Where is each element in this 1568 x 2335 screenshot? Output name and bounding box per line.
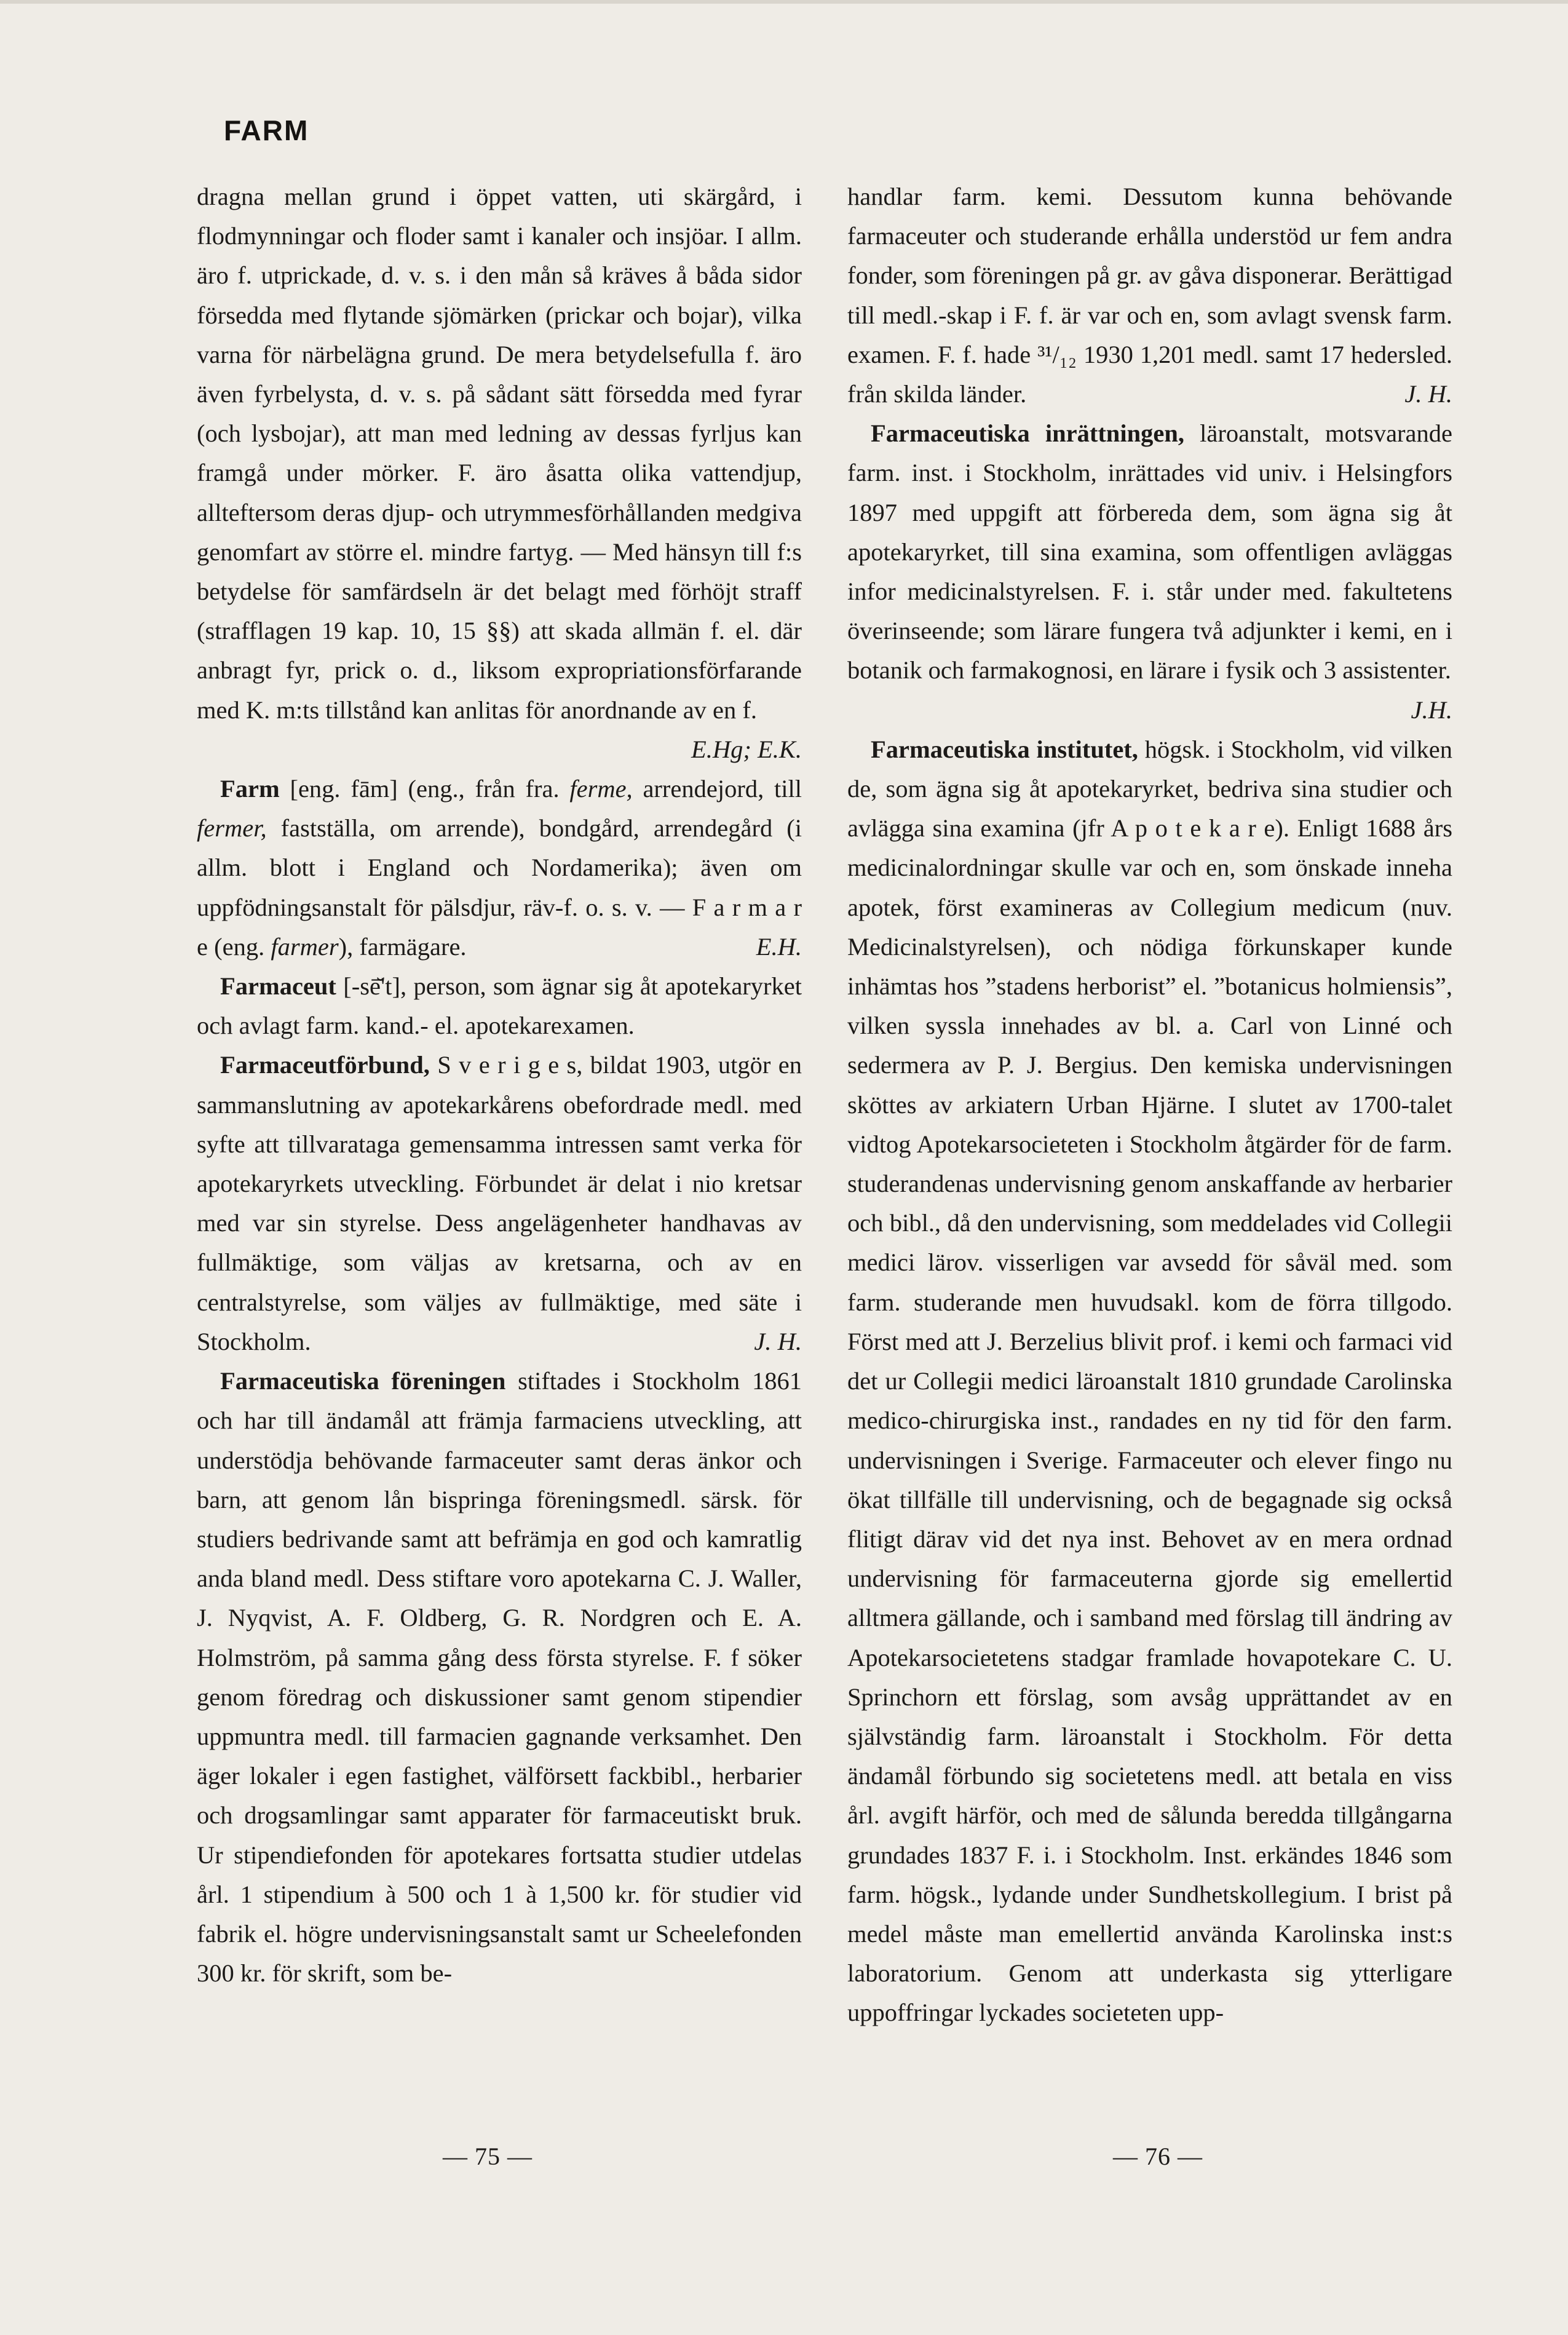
entry-farmaceutiska-inrattningen [847,414,1452,730]
entry-text: stiftades i Stockholm 1861 och har till ändamål att främja farmaciens utveckling, att understödja behövande farmaceuter samt deras änkor och barn, att genom lån bispringa föreningsmedl. särsk. för studiers bedrivande samt att befrämja en god och kamratlig anda bland medl. Dess stiftare voro apotekarna C. J. Waller, J. Nyqvist, A. F. Oldberg, G. R. Nordgren och E. A. Holmström, på samma gång dess första styrelse. F. f söker genom föredrag och diskussioner samt genom stipendier uppmuntra medl. till farmacien gagnande verksamhet. Den äger lokaler i egen fastighet, välförsett fackbibl., herbarier och drogsamlingar samt apparater för farmaceutiskt bruk. Ur stipendiefonden för apotekares fortsatta studier utdelas årl. 1 stipendium à 500 och 1 à 1,500 kr. för studier vid fabrik el. högre undervisningsanstalt samt ur Scheelefonden 300 kr. för skrift, som be- [197,1367,802,1988]
entry-farmaceutiska-foreningen [197,1362,802,1993]
entry-foreningen-continuation [847,177,1452,414]
headword: Farmaceut [220,972,336,1001]
running-head: FARM [224,114,309,146]
etymology-word: ferme, [569,775,633,803]
right-column [847,177,1452,2033]
entry-farm [197,769,802,967]
entry-text: ), farmägare. [338,932,467,961]
entry-farmaceutforbund [197,1045,802,1362]
entry-farmaceut [197,967,802,1045]
headword: Farmaceutiska föreningen [220,1367,506,1395]
entry-text: S v e r i g e s, bildat 1903, utgör en sammanslutning av apotekarkårens obefordrade medl. med syfte att tillvaratagа gemensamma intressen samt verka för apotekaryrkets utveckling. Förbundet är delat i nio kretsar med var sin styrelse. Dess angelägenheter handhavas av fullmäktige, som väljas av kretsarna, och av en centralstyrelse, som väljes av fullmäktige, med säte i Stockholm. [197,1051,802,1355]
headword: Farmaceutförbund, [220,1051,430,1079]
author-signature: E.H. [756,932,802,961]
author-signature: J.H. [1411,696,1452,724]
headword: Farm [220,775,280,803]
entry-text: läroanstalt, motsvarande farm. inst. i Stockholm, inrättades vid univ. i Helsingfors 1897 med uppgift att förbereda dem, som ägna sig åt apotekaryrket, till sina examina, som offentligen avläggas infor medicinalstyrelsen. F. i. står under med. fakultetens överinseende; som lärare fungera två adjunkter i kemi, en i botanik och farmakognosi, en lärare i fysik och 3 assistenter. [847,419,1452,684]
author-signature: J. H. [754,1327,802,1355]
entry-farled-continuation [197,177,802,769]
headword: Farmaceutiska inrättningen, [871,419,1184,448]
entry-text: handlar farm. kemi. Dessutom kunna behövande farmaceuter och studerande erhålla understöd ur fem andra fonder, som föreningen på gr. av gåva disponerar. Berättigad till medl.-skap i F. f. är var och en, som avlagt svensk farm. examen. F. f. hade ³¹/₁₂ 1930 1,201 medl. samt 17 hedersled. från skilda länder. [847,183,1452,408]
etymology-word: fermer, [197,814,267,842]
entry-text: högsk. i Stockholm, vid vilken de, som ägna sig åt apotekaryrket, bedriva sina studier och avlägga sina examina (jfr A p o t e k a r e). Enligt 1688 års medicinalordningar skulle var och en, som önskade inneha apotek, först examineras av Collegium medicum (nuv. Medicinalstyrelsen), och nödiga förkunskaper kunde inhämtas hos ”stadens herborist” el. ”botanicus holmiensis”, vilken syssla innehades av bl. a. Carl von Linné och sedermera av P. J. Bergius. Den kemiska undervisningen sköttes av arkiatern Urban Hjärne. I slutet av 1700-talet vidtog Apotekarsocieteten i Stockholm åtgärder för de farm. studerandenas undervisning genom anskaffande av herbarier och bibl., då den undervisning, som meddelades vid Collegii medici lärov. visserligen var avsedd för såväl med. som farm. studerande men huvudsakl. kom de förra tillgodo. Först med att J. Berzelius blivit prof. i kemi och farmaci vid det ur Collegii medici läroanstalt 1810 grundade Carolinska medico-chirurgiska inst., randades en ny tid för den farm. undervisningen i Sverige. Farmaceuter och elever fingo nu ökat tillfälle till undervisning, och de begagnade sig också flitigt därav vid det nya inst. Behovet av en mera ordnad undervisning för farmaceuterna gjorde sig emellertid alltmera gällande, och i samband med förslag till ändring av Apotekarsocietetens stadgar framlade hovapotekare C. U. Sprinchorn ett förslag, som avsåg upprättandet av en självständig farm. läroanstalt i Stockholm. För detta ändamål förbundo sig societetens medl. att betala en viss årl. avgift härför, och med de sålunda beredda tillgångarna grundades 1837 F. i. i Stockholm. Inst. erkändes 1846 som farm. högsk., lydande under Sundhetskollegium. I brist på medel måste man emellertid använda Karolinska inst:s laboratorium. Genom att underkasta sig ytterligare uppoffringar lyckades societeten upp- [847,735,1452,2027]
page-number-left: — 75 — [443,2143,533,2170]
left-column [197,177,802,1993]
entry-text: arrendejord, till [632,775,802,803]
author-signature: J. H. [1404,380,1452,408]
entry-text: [eng. fām] (eng., från fra. [279,775,570,803]
author-signature: E.Hg; E.K. [691,735,802,763]
entry-text: dragna mellan grund i öppet vatten, uti skärgård, i flodmynningar och floder samt i kanaler och insjöar. I allm. äro f. utprickade, d. v. s. i den mån så kräves å båda sidor försedda med flytande sjömärken (prickar och bojar), vilka varna för närbelägna grund. De mera betydelsefulla f. äro även fyrbelysta, d. v. s. på sådant sätt försedda med fyrar (och lysbojar), att man med ledning av dessas fyrljus kan framgå under mörker. F. äro åsatta olika vattendjup, allteftersom deras djup- och utrymmesförhållanden medgiva genomfart av större el. mindre fartyg. — Med hänsyn till f:s betydelse för samfärdseln är det belagt med förhöjt straff (strafflagen 19 kap. 10, 15 §§) att skada allmän f. el. där anbragt fyr, prick o. d., liksom expropriationsförfarande med K. m:ts tillstånd kan anlitas för anordnande av en f. [197,183,802,724]
entry-text: [-sē̆'t], person, som ägnar sig åt apotekaryrket och avlagt farm. kand.- el. apotekarexamen. [197,972,802,1040]
etymology-word: farmer [271,932,339,961]
top-edge-rule [0,0,1568,4]
entry-farmaceutiska-institutet [847,730,1452,2033]
entry-text: fastställa, om arrende), bondgård, arrendegård (i allm. blott i England och Nordamerika); även om uppfödningsanstalt för pälsdjur, räv-f. o. s. v. — F a r m a r e (eng. [197,814,802,961]
headword: Farmaceutiska institutet, [871,735,1138,763]
page-number-right: — 76 — [1113,2143,1203,2170]
